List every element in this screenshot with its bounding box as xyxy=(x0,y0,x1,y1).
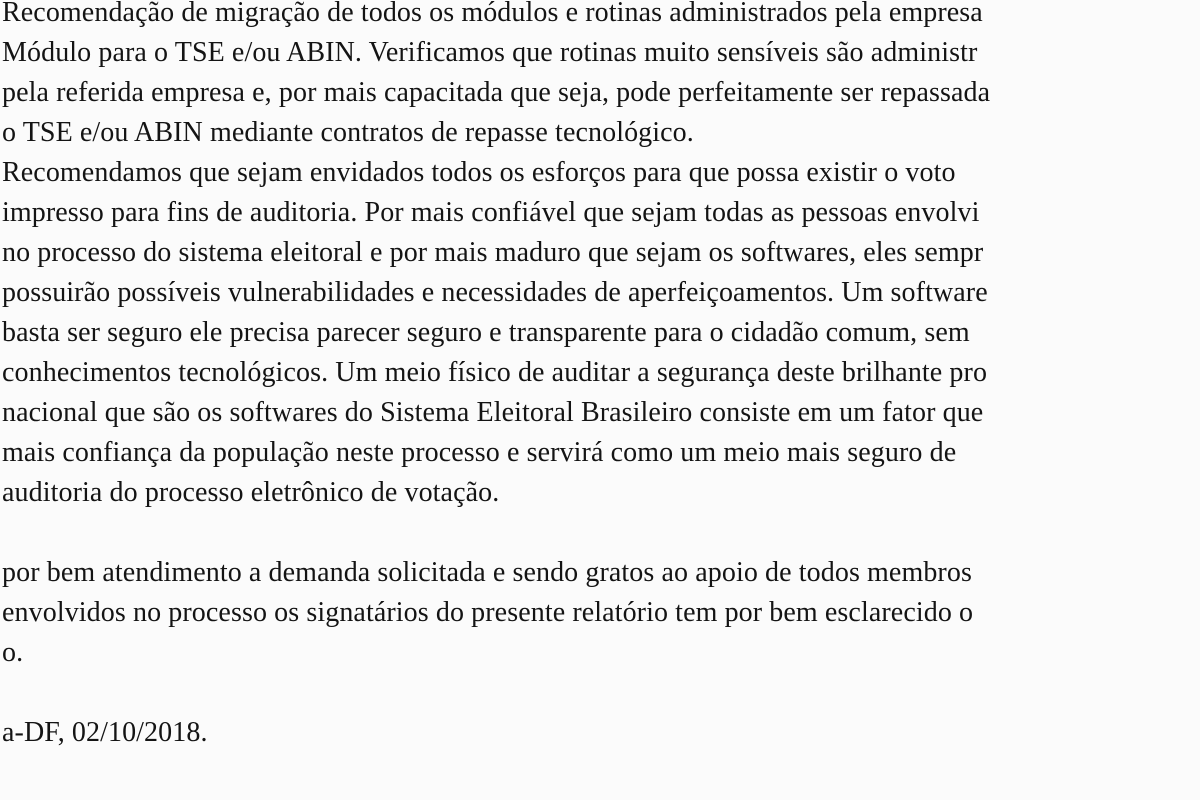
text-line: Recomendamos que sejam envidados todos os esforços para que possa existir o voto xyxy=(2,157,956,188)
text-line: nacional que são os softwares do Sistema Eleitoral Brasileiro consiste em um fator que xyxy=(2,397,984,428)
text-line: possuirão possíveis vulnerabilidades e necessidades de aperfeiçoamentos. Um software xyxy=(2,277,988,308)
date-line: a-DF, 02/10/2018. xyxy=(2,717,208,748)
text-line: no processo do sistema eleitoral e por mais maduro que sejam os softwares, eles sempr xyxy=(2,237,984,268)
text-line: envolvidos no processo os signatários do presente relatório tem por bem esclarecido o xyxy=(2,597,974,628)
text-line: auditoria do processo eletrônico de votação. xyxy=(2,477,500,508)
text-line: mais confiança da população neste processo e servirá como um meio mais seguro de xyxy=(2,437,957,468)
text-line: pela referida empresa e, por mais capacitada que seja, pode perfeitamente ser repassada xyxy=(2,77,991,108)
text-line: por bem atendimento a demanda solicitada e sendo gratos ao apoio de todos membros xyxy=(2,557,972,588)
text-line: o TSE e/ou ABIN mediante contratos de repasse tecnológico. xyxy=(2,117,694,148)
text-line: conhecimentos tecnológicos. Um meio físico de auditar a segurança deste brilhante pro xyxy=(2,357,988,388)
text-line: o. xyxy=(2,637,24,668)
text-line: Módulo para o TSE e/ou ABIN. Verificamos que rotinas muito sensíveis são administr xyxy=(2,37,978,68)
text-line: impresso para fins de auditoria. Por mais confiável que sejam todas as pessoas envolvi xyxy=(2,197,980,228)
text-line: basta ser seguro ele precisa parecer seguro e transparente para o cidadão comum, sem xyxy=(2,317,970,348)
text-line: Recomendação de migração de todos os módulos e rotinas administrados pela empresa xyxy=(2,0,983,28)
